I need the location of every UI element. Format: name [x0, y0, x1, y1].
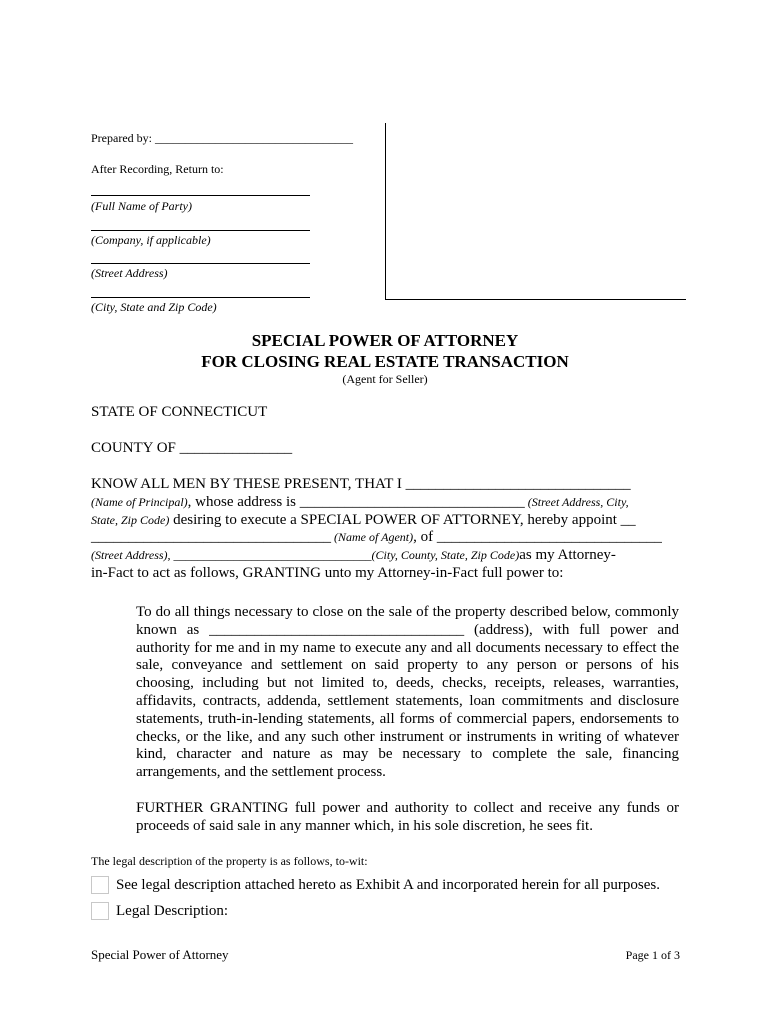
agent-address-blank[interactable]: , of ______________________________ [413, 529, 662, 545]
further-granting-paragraph: FURTHER GRANTING full power and authority to collect and receive any funds or proceeds of said sale in any manner which, in his sole discretion, he sees fit. [136, 800, 679, 834]
document-title-line1: SPECIAL POWER OF ATTORNEY [251, 331, 519, 350]
full-name-line[interactable] [91, 195, 310, 196]
agent-name-caption: (Name of Agent) [331, 530, 414, 544]
intro-line-3 [91, 512, 636, 529]
prepared-by-blank[interactable]: _________________________________ [154, 131, 353, 145]
county-line[interactable]: COUNTY OF _______________ [91, 440, 293, 456]
recording-box-vertical-rule [385, 123, 386, 299]
street-address-caption: (Street Address) [91, 266, 168, 280]
exhibit-a-checkbox[interactable] [91, 876, 109, 894]
company-line[interactable] [91, 230, 310, 231]
powers-paragraph: To do all things necessary to close on the sale of the property described below, commonly known as __________________________________ (address), with full power and authority for me and in my name to execute any and all documents necessary to effect the sale, conveyance and settlement on said property to any person or persons of his choosing, including but not limited to, deeds, checks, receipts, releases, warranties, affidavits, contracts, addenda, settlement statements, loan commitments and disclosure statements, truth-in-lending statements, all forms of commercial papers, endorsements to checks, or the like, and any such other instrument or instruments in writing of whatever kind, character and nature as may be necessary to complete the sale, financing arrangements, and the settlement process. [136, 604, 679, 781]
appoint-text[interactable]: desiring to execute a SPECIAL POWER OF ATTORNEY, hereby appoint __ [169, 512, 636, 528]
city-state-zip-caption: (City, State and Zip Code) [91, 300, 217, 314]
intro-line-6: in-Fact to act as follows, GRANTING unto my Attorney-in-Fact full power to: [91, 565, 564, 581]
company-caption: (Company, if applicable) [91, 233, 211, 247]
intro-line-5 [91, 547, 616, 564]
legal-description-checkbox[interactable] [91, 902, 109, 920]
document-title-line2: FOR CLOSING REAL ESTATE TRANSACTION [201, 352, 569, 371]
intro-line-4 [91, 529, 662, 546]
footer-document-name: Special Power of Attorney [91, 947, 229, 962]
document-subtitle: (Agent for Seller) [342, 372, 428, 386]
principal-address-blank[interactable]: , whose address is ______________________________ [187, 494, 525, 510]
prepared-by [91, 131, 353, 146]
footer-page-number: Page 1 of 3 [625, 948, 680, 962]
full-name-caption: (Full Name of Party) [91, 199, 192, 213]
city-state-zip-line[interactable] [91, 297, 310, 298]
legal-description-intro: The legal description of the property is as follows, to-wit: [91, 854, 368, 868]
return-to-label: After Recording, Return to: [91, 162, 224, 176]
exhibit-a-option-label: See legal description attached hereto as Exhibit A and incorporated herein for all purposes. [116, 877, 660, 893]
agent-address-caption[interactable]: (Street Address), _________________________________(City, County, State, Zip Code) [91, 548, 520, 562]
attorney-text: as my Attorney- [519, 547, 616, 563]
principal-address-caption: (Street Address, City, [524, 495, 629, 509]
agent-name-blank[interactable]: ________________________________ [91, 529, 331, 545]
intro-line-1[interactable]: KNOW ALL MEN BY THESE PRESENT, THAT I ______________________________ [91, 476, 631, 492]
principal-address-caption-cont: State, Zip Code) [91, 513, 170, 527]
state-line: STATE OF CONNECTICUT [91, 404, 268, 420]
legal-description-option-label: Legal Description: [116, 903, 229, 919]
recording-box-bottom-rule [385, 299, 686, 300]
intro-line-2 [91, 494, 629, 511]
prepared-by-label: Prepared by: [91, 131, 152, 145]
street-address-line[interactable] [91, 263, 310, 264]
principal-caption: (Name of Principal) [91, 495, 188, 509]
